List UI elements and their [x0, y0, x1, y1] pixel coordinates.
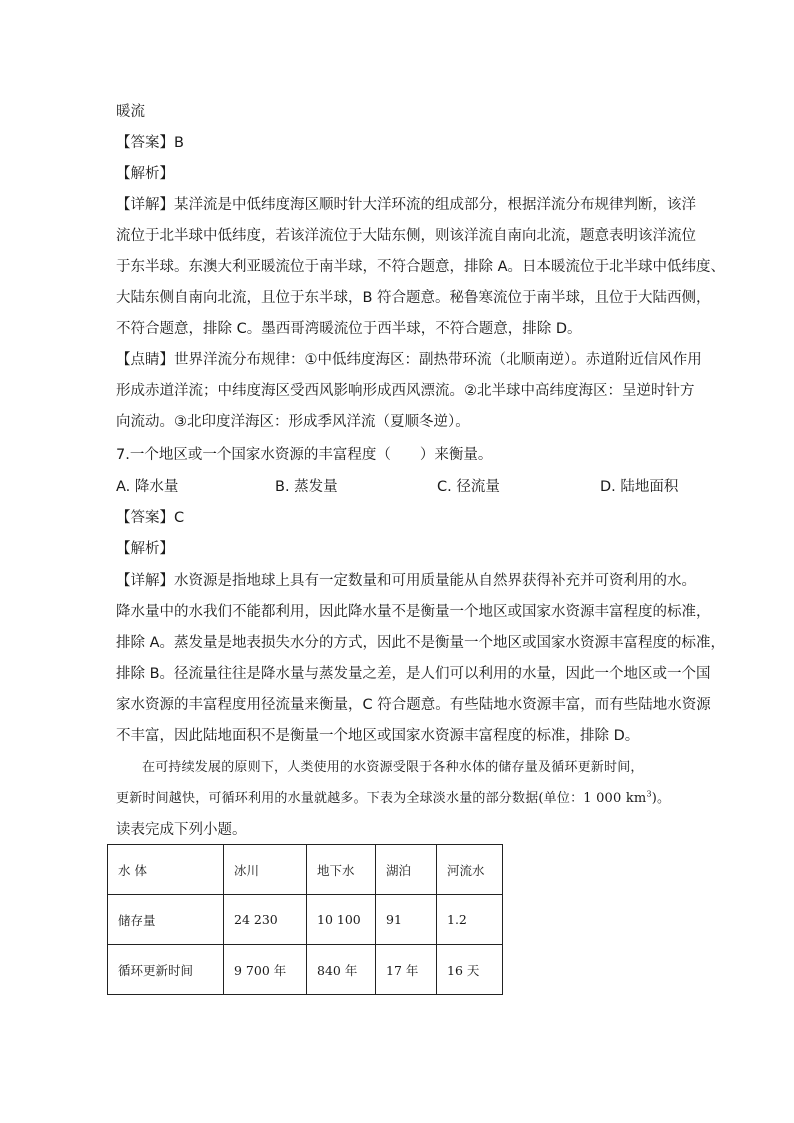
table-cell: 91: [376, 895, 437, 945]
table-cell: 9 700 年: [224, 945, 307, 995]
text-line: 排除 B。径流量往往是降水量与蒸发量之差，是人们可以利用的水量，因此一个地区或一个国: [116, 666, 711, 682]
text-line: 不符合题意，排除 C。墨西哥湾暖流位于西半球，不符合题意，排除 D。: [116, 321, 582, 337]
answer-value: C: [174, 510, 185, 526]
text-line: 流位于北半球中低纬度，若该洋流位于大陆东侧，则该洋流自南向北流，题意表明该洋流位: [116, 228, 696, 244]
table-cell: 水 体: [108, 845, 224, 895]
table-header-row: [108, 845, 503, 895]
tip-line: [116, 350, 702, 370]
answer-value: B: [174, 135, 184, 151]
table-cell: 16 天: [437, 945, 503, 995]
answer-options: [116, 477, 696, 497]
answer-tag: 【答案】: [116, 510, 174, 526]
option-a: A. 降水量: [116, 479, 179, 495]
answer-line: [116, 508, 686, 528]
passage-text-end: )。: [651, 791, 671, 806]
freshwater-table: [107, 844, 503, 995]
tip-tag: 【点睛】: [116, 352, 174, 368]
text-line: 降水量中的水我们不能都利用，因此降水量不是衡量一个地区或国家水资源丰富程度的标准，: [116, 604, 711, 620]
passage-line: 在可持续发展的原则下，人类使用的水资源受限于各种水体的储存量及循环更新时间，: [142, 760, 644, 775]
table-cell: 24 230: [224, 895, 307, 945]
tip-text: 世界洋流分布规律：①中低纬度海区：副热带环流（北顺南逆）。赤道附近信风作用: [174, 352, 702, 368]
table-cell: 10 100: [307, 895, 376, 945]
option-d: D. 陆地面积: [600, 479, 679, 495]
detail-line: [116, 195, 696, 215]
table-cell: 840 年: [307, 945, 376, 995]
analysis-heading: 【解析】: [116, 166, 174, 182]
instruction-line: 读表完成下列小题。: [116, 822, 247, 838]
detail-text: 水资源是指地球上具有一定数量和可用质量能从自然界获得补充并可资利用的水。: [174, 573, 696, 589]
option-b: B. 蒸发量: [275, 479, 338, 495]
text-line: 排除 A。蒸发量是地表损失水分的方式，因此不是衡量一个地区或国家水资源丰富程度的标准，: [116, 635, 726, 651]
table-cell: 储存量: [108, 895, 224, 945]
passage-text: 更新时间越快，可循环利用的水量就越多。下表为全球淡水量的部分数据(单位：1 000 km: [116, 791, 647, 806]
table-row: [108, 895, 503, 945]
passage-line: [116, 789, 696, 809]
table-cell: 循环更新时间: [108, 945, 224, 995]
text-line: 家水资源的丰富程度用径流量来衡量，C 符合题意。有些陆地水资源丰富，而有些陆地水资源: [116, 697, 711, 713]
text-line: 形成赤道洋流；中纬度海区受西风影响形成西风漂流。②北半球中高纬度海区：呈逆时针方: [116, 383, 695, 399]
analysis-heading: 【解析】: [116, 541, 174, 557]
table-cell: 湖泊: [376, 845, 437, 895]
text-line: 于东半球。东澳大利亚暖流位于南半球，不符合题意，排除 A。日本暖流位于北半球中低纬度、: [116, 259, 726, 275]
question-stem: 7.一个地区或一个国家水资源的丰富程度（ ）来衡量。: [116, 447, 493, 463]
table-cell: 1.2: [437, 895, 503, 945]
table-cell: 17 年: [376, 945, 437, 995]
unit-superscript: 3: [646, 789, 652, 799]
table-cell: 地下水: [307, 845, 376, 895]
answer-line: [116, 133, 686, 153]
detail-line: [116, 571, 696, 591]
detail-text: 某洋流是中低纬度海区顺时针大洋环流的组成部分，根据洋流分布规律判断，该洋: [174, 197, 696, 213]
table-row: [108, 945, 503, 995]
table-cell: 冰川: [224, 845, 307, 895]
option-c: C. 径流量: [437, 479, 500, 495]
answer-tag: 【答案】: [116, 135, 174, 151]
detail-tag: 【详解】: [116, 573, 174, 589]
text-line: 大陆东侧自南向北流，且位于东半球，B 符合题意。秘鲁寒流位于南半球，且位于大陆西侧，: [116, 290, 711, 306]
text-line: 暖流: [116, 104, 145, 120]
text-line: 向流动。③北印度洋海区：形成季风洋流（夏顺冬逆）。: [116, 414, 470, 430]
text-line: 不丰富，因此陆地面积不是衡量一个地区或国家水资源丰富程度的标准，排除 D。: [116, 728, 640, 744]
table-cell: 河流水: [437, 845, 503, 895]
detail-tag: 【详解】: [116, 197, 174, 213]
